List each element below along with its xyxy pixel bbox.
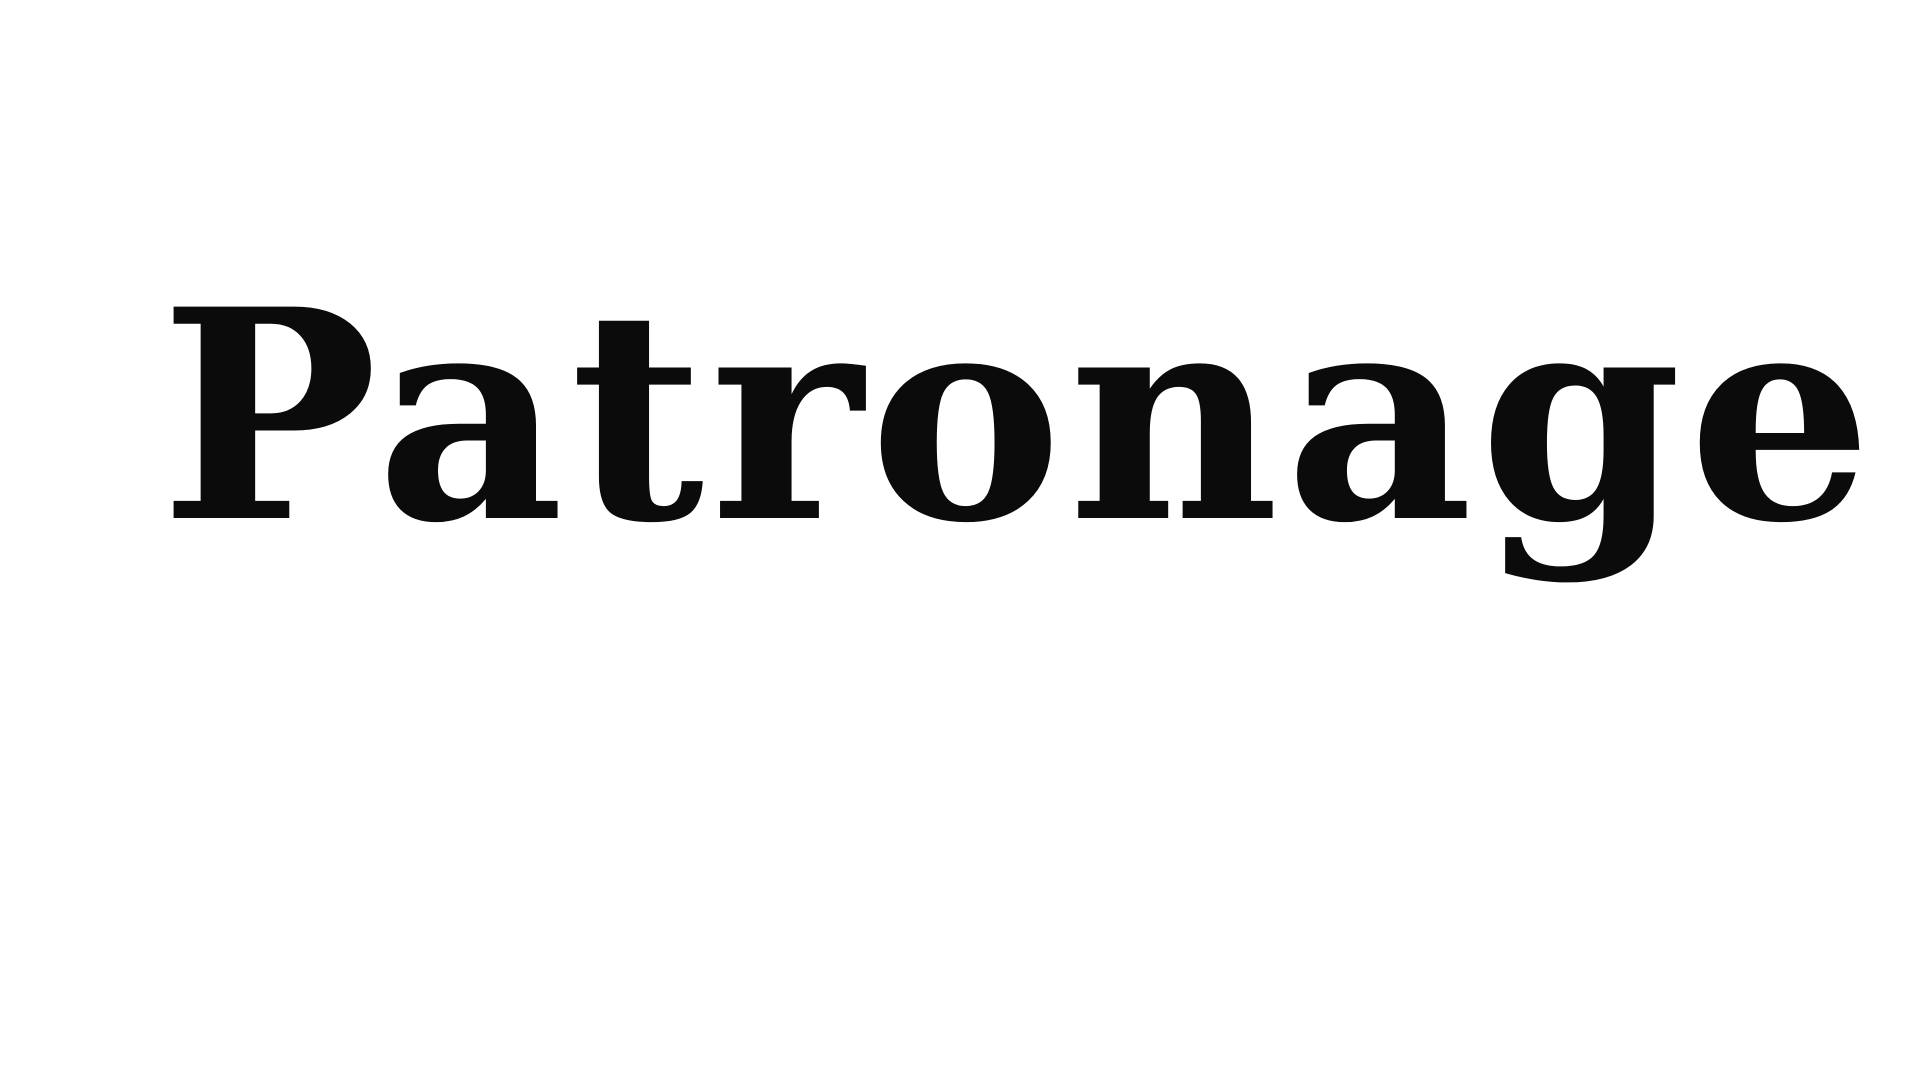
displayed-word: Patronage xyxy=(160,247,1879,587)
